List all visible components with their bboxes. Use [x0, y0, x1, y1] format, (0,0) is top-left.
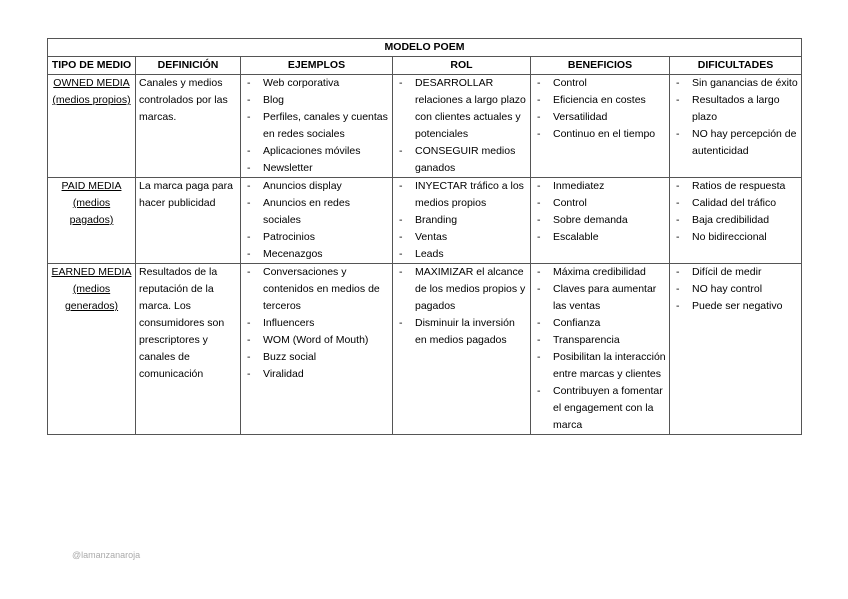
list-item: - WOM (Word of Mouth) [244, 332, 389, 349]
list-item: - Confianza [534, 315, 666, 332]
list-item: - CONSEGUIR medios ganados [396, 143, 527, 177]
ejemplos-list [244, 178, 389, 263]
media-type-sub: (medios generados) [64, 283, 119, 312]
media-type-name: EARNED MEDIA [51, 266, 132, 278]
list-item: - Máxima credibilidad [534, 264, 666, 281]
list-item: - Blog [244, 92, 389, 109]
cell-ejemplos [241, 75, 393, 178]
cell-definicion: Resultados de la reputación de la marca. Los consumidores son prescriptores y canales de comunicación [136, 264, 241, 435]
cell-definicion: Canales y medios controlados por las marcas. [136, 75, 241, 178]
list-item: - Conversaciones y contenidos en medios de terceros [244, 264, 389, 315]
list-item: - Continuo en el tiempo [534, 126, 666, 143]
rol-list [396, 178, 527, 263]
list-item: - Claves para aumentar las ventas [534, 281, 666, 315]
header-definicion: DEFINICIÓN [136, 57, 241, 75]
list-item: - Viralidad [244, 366, 389, 383]
cell-rol [393, 264, 531, 435]
list-item: - NO hay control [673, 281, 798, 298]
list-item: - Contribuyen a fomentar el engagement con la marca [534, 383, 666, 434]
header-row [48, 57, 802, 75]
cell-dificultades [670, 264, 802, 435]
list-item: - Calidad del tráfico [673, 195, 798, 212]
list-item: - Inmediatez [534, 178, 666, 195]
cell-beneficios [531, 75, 670, 178]
list-item: - DESARROLLAR relaciones a largo plazo con clientes actuales y potenciales [396, 75, 527, 143]
list-item: - Posibilitan la interacción entre marcas y clientes [534, 349, 666, 383]
list-item: - No bidireccional [673, 229, 798, 246]
list-item: - Anuncios en redes sociales [244, 195, 389, 229]
media-type-sub: (medios pagados) [69, 197, 114, 226]
list-item: - Eficiencia en costes [534, 92, 666, 109]
cell-dificultades [670, 178, 802, 264]
list-item: - INYECTAR tráfico a los medios propios [396, 178, 527, 212]
list-item: - NO hay percepción de autenticidad [673, 126, 798, 160]
cell-dificultades [670, 75, 802, 178]
rol-list [396, 75, 527, 177]
list-item: - Perfiles, canales y cuentas en redes sociales [244, 109, 389, 143]
list-item: - Buzz social [244, 349, 389, 366]
cell-beneficios [531, 178, 670, 264]
list-item: - Baja credibilidad [673, 212, 798, 229]
cell-rol [393, 75, 531, 178]
list-item: - Sin ganancias de éxito [673, 75, 798, 92]
list-item: - Control [534, 195, 666, 212]
table-row [48, 264, 802, 435]
list-item: - Control [534, 75, 666, 92]
list-item: - Difícil de medir [673, 264, 798, 281]
cell-tipo [48, 178, 136, 264]
header-tipo: TIPO DE MEDIO [48, 57, 136, 75]
list-item: - Sobre demanda [534, 212, 666, 229]
list-item: - Ventas [396, 229, 527, 246]
cell-ejemplos [241, 178, 393, 264]
media-type-name: PAID MEDIA [61, 180, 122, 192]
poem-table [47, 38, 802, 435]
header-rol: ROL [393, 57, 531, 75]
list-item: - Patrocinios [244, 229, 389, 246]
ejemplos-list [244, 264, 389, 383]
list-item: - Transparencia [534, 332, 666, 349]
list-item: - Influencers [244, 315, 389, 332]
beneficios-list [534, 178, 666, 246]
beneficios-list [534, 75, 666, 143]
cell-tipo [48, 264, 136, 435]
rol-list [396, 264, 527, 349]
beneficios-list [534, 264, 666, 434]
list-item: - Versatilidad [534, 109, 666, 126]
dificultades-list [673, 178, 798, 246]
dificultades-list [673, 75, 798, 160]
media-type-name: OWNED MEDIA [53, 77, 130, 89]
list-item: - Puede ser negativo [673, 298, 798, 315]
header-dificultades: DIFICULTADES [670, 57, 802, 75]
list-item: - Branding [396, 212, 527, 229]
media-type-sub: (medios propios) [52, 94, 131, 106]
header-ejemplos: EJEMPLOS [241, 57, 393, 75]
list-item: - Aplicaciones móviles [244, 143, 389, 160]
table-title: MODELO POEM [48, 39, 802, 57]
list-item: - Anuncios display [244, 178, 389, 195]
cell-beneficios [531, 264, 670, 435]
dificultades-list [673, 264, 798, 315]
header-beneficios: BENEFICIOS [531, 57, 670, 75]
list-item: - Mecenazgos [244, 246, 389, 263]
table-row [48, 75, 802, 178]
cell-tipo [48, 75, 136, 178]
cell-rol [393, 178, 531, 264]
list-item: - MAXIMIZAR el alcance de los medios propios y pagados [396, 264, 527, 315]
list-item: - Disminuir la inversión en medios pagados [396, 315, 527, 349]
table-row [48, 178, 802, 264]
ejemplos-list [244, 75, 389, 177]
list-item: - Web corporativa [244, 75, 389, 92]
cell-ejemplos [241, 264, 393, 435]
list-item: - Newsletter [244, 160, 389, 177]
list-item: - Escalable [534, 229, 666, 246]
list-item: - Leads [396, 246, 527, 263]
cell-definicion: La marca paga para hacer publicidad [136, 178, 241, 264]
list-item: - Resultados a largo plazo [673, 92, 798, 126]
footer-watermark: @lamanzanaroja [72, 550, 141, 560]
list-item: - Ratios de respuesta [673, 178, 798, 195]
